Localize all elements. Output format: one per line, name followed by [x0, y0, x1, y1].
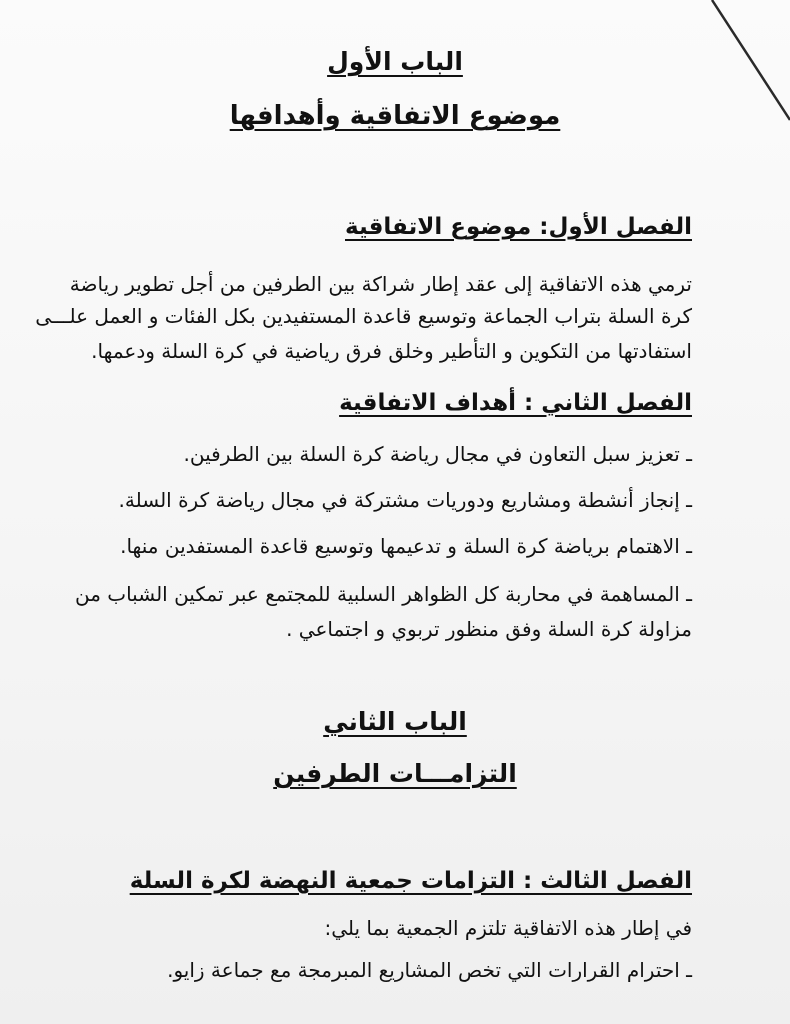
- chapter1-paragraph-line-2: كرة السلة بتراب الجماعة وتوسيع قاعدة المستفيدين بكل الفئات و العمل علـــى: [35, 304, 692, 328]
- chapter3-intro: في إطار هذه الاتفاقية تلتزم الجمعية بما يلي:: [324, 916, 692, 940]
- chapter2-bullet-3: ـ الاهتمام برياضة كرة السلة و تدعيمها وتوسيع قاعدة المستفدين منها.: [120, 534, 692, 558]
- chapter1-paragraph-line-1: ترمي هذه الاتفاقية إلى عقد إطار شراكة بين الطرفين من أجل تطوير رياضة: [69, 272, 692, 296]
- part2-subtitle: التزامـــات الطرفين: [273, 759, 517, 788]
- chapter2-bullet-4-continued: مزاولة كرة السلة وفق منظور تربوي و اجتماعي .: [286, 617, 692, 641]
- chapter3-heading: الفصل الثالث : التزامات جمعية النهضة لكرة السلة: [129, 868, 692, 894]
- part1-subtitle: موضوع الاتفاقية وأهدافها: [229, 101, 561, 131]
- chapter1-heading: الفصل الأول: موضوع الاتفاقية: [345, 214, 692, 240]
- part1-title: الباب الأول: [327, 47, 463, 76]
- chapter3-bullet-1: ـ احترام القرارات التي تخص المشاريع المبرمجة مع جماعة زايو.: [167, 958, 692, 982]
- chapter2-bullet-2: ـ إنجاز أنشطة ومشاريع ودوريات مشتركة في مجال رياضة كرة السلة.: [118, 488, 692, 512]
- chapter2-bullet-4: ـ المساهمة في محاربة كل الظواهر السلبية للمجتمع عبر تمكين الشباب من: [74, 582, 692, 606]
- chapter2-bullet-1: ـ تعزيز سبل التعاون في مجال رياضة كرة السلة بين الطرفين.: [183, 442, 692, 466]
- chapter2-heading: الفصل الثاني : أهداف الاتفاقية: [339, 390, 692, 416]
- part2-title: الباب الثاني: [323, 707, 467, 736]
- chapter1-paragraph-line-3: استفادتها من التكوين و التأطير وخلق فرق رياضية في كرة السلة ودعمها.: [91, 339, 692, 363]
